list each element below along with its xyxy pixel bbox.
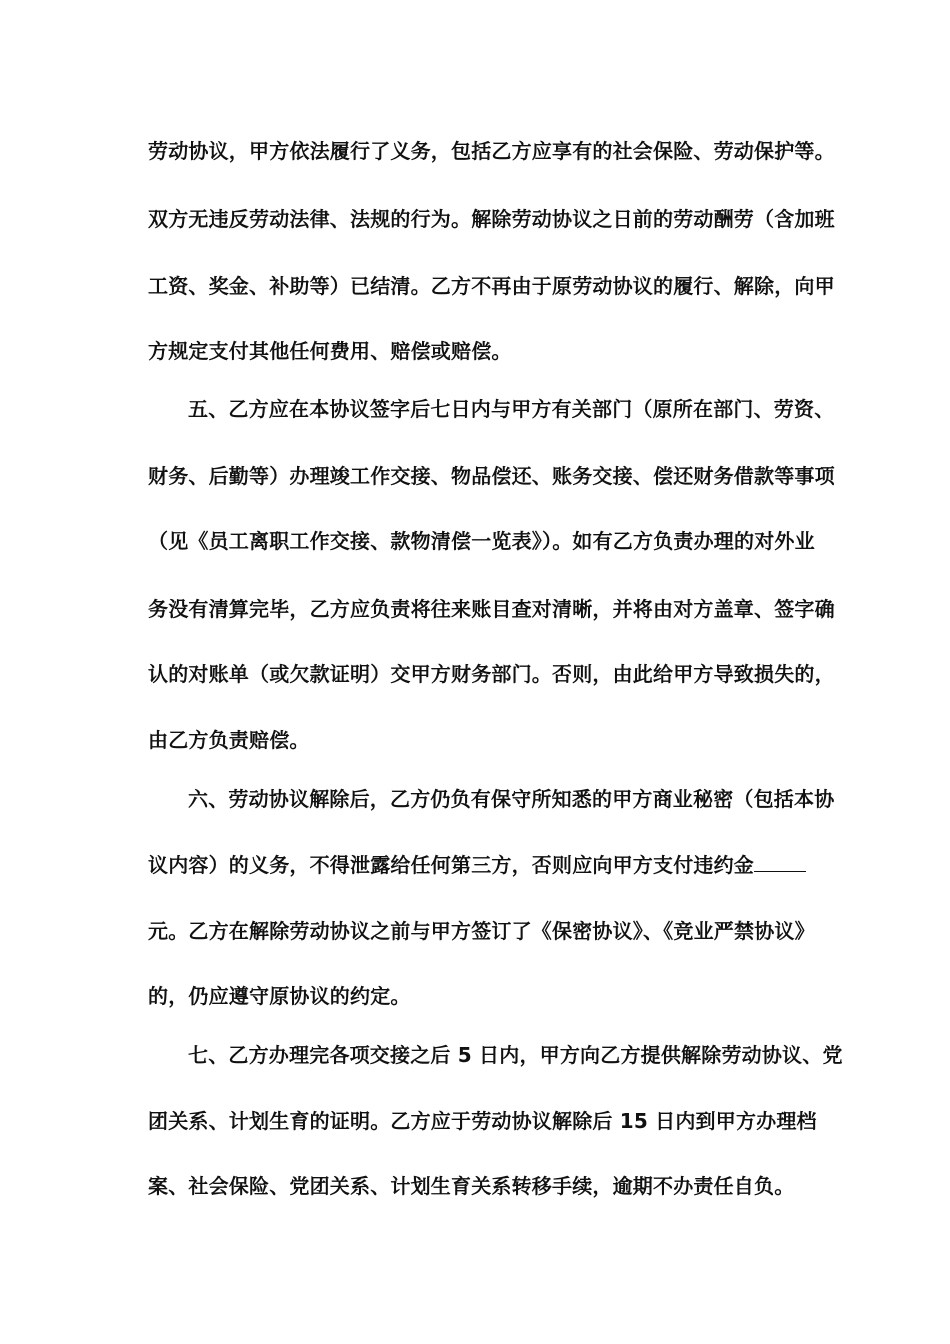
paragraph-line: 工资、奖金、补助等）已结清。乙方不再由于原劳动协议的履行、解除，向甲 [148,274,835,298]
section-seven-heading-line: 七、乙方办理完各项交接之后 5 日内，甲方向乙方提供解除劳动协议、党 [188,1043,843,1067]
paragraph-line: 双方无违反劳动法律、法规的行为。解除劳动协议之日前的劳动酬劳（含加班 [148,207,835,231]
paragraph-line: 方规定支付其他任何费用、赔偿或赔偿。 [148,339,512,363]
fill-in-blank [754,851,806,872]
paragraph-line: 团关系、计划生育的证明。乙方应于劳动协议解除后 15 日内到甲方办理档 [148,1109,817,1133]
paragraph-line: 的，仍应遵守原协议的约定。 [148,984,411,1008]
paragraph-line: 财务、后勤等）办理竣工作交接、物品偿还、账务交接、偿还财务借款等事项 [148,464,835,488]
paragraph-line: （见《员工离职工作交接、款物清偿一览表》）。如有乙方负责办理的对外业 [148,529,815,553]
paragraph-text: 议内容）的义务，不得泄露给任何第三方，否则应向甲方支付违约金 [148,853,754,877]
section-six-heading-line: 六、劳动协议解除后，乙方仍负有保守所知悉的甲方商业秘密（包括本协 [188,787,835,811]
paragraph-line: 务没有清算完毕，乙方应负责将往来账目查对清晰，并将由对方盖章、签字确 [148,597,835,621]
paragraph-line: 劳动协议，甲方依法履行了义务，包括乙方应享有的社会保险、劳动保护等。 [148,139,835,163]
paragraph-line: 认的对账单（或欠款证明）交甲方财务部门。否则，由此给甲方导致损失的， [148,662,835,686]
paragraph-line: 案、社会保险、党团关系、计划生育关系转移手续，逾期不办责任自负。 [148,1174,795,1198]
paragraph-line: 元。乙方在解除劳动协议之前与甲方签订了《保密协议》、《竞业严禁协议》 [148,919,815,943]
paragraph-line: 由乙方负责赔偿。 [148,728,310,752]
paragraph-line-with-blank [148,851,808,879]
section-five-heading-line: 五、乙方应在本协议签字后七日内与甲方有关部门（原所在部门、劳资、 [188,397,835,421]
